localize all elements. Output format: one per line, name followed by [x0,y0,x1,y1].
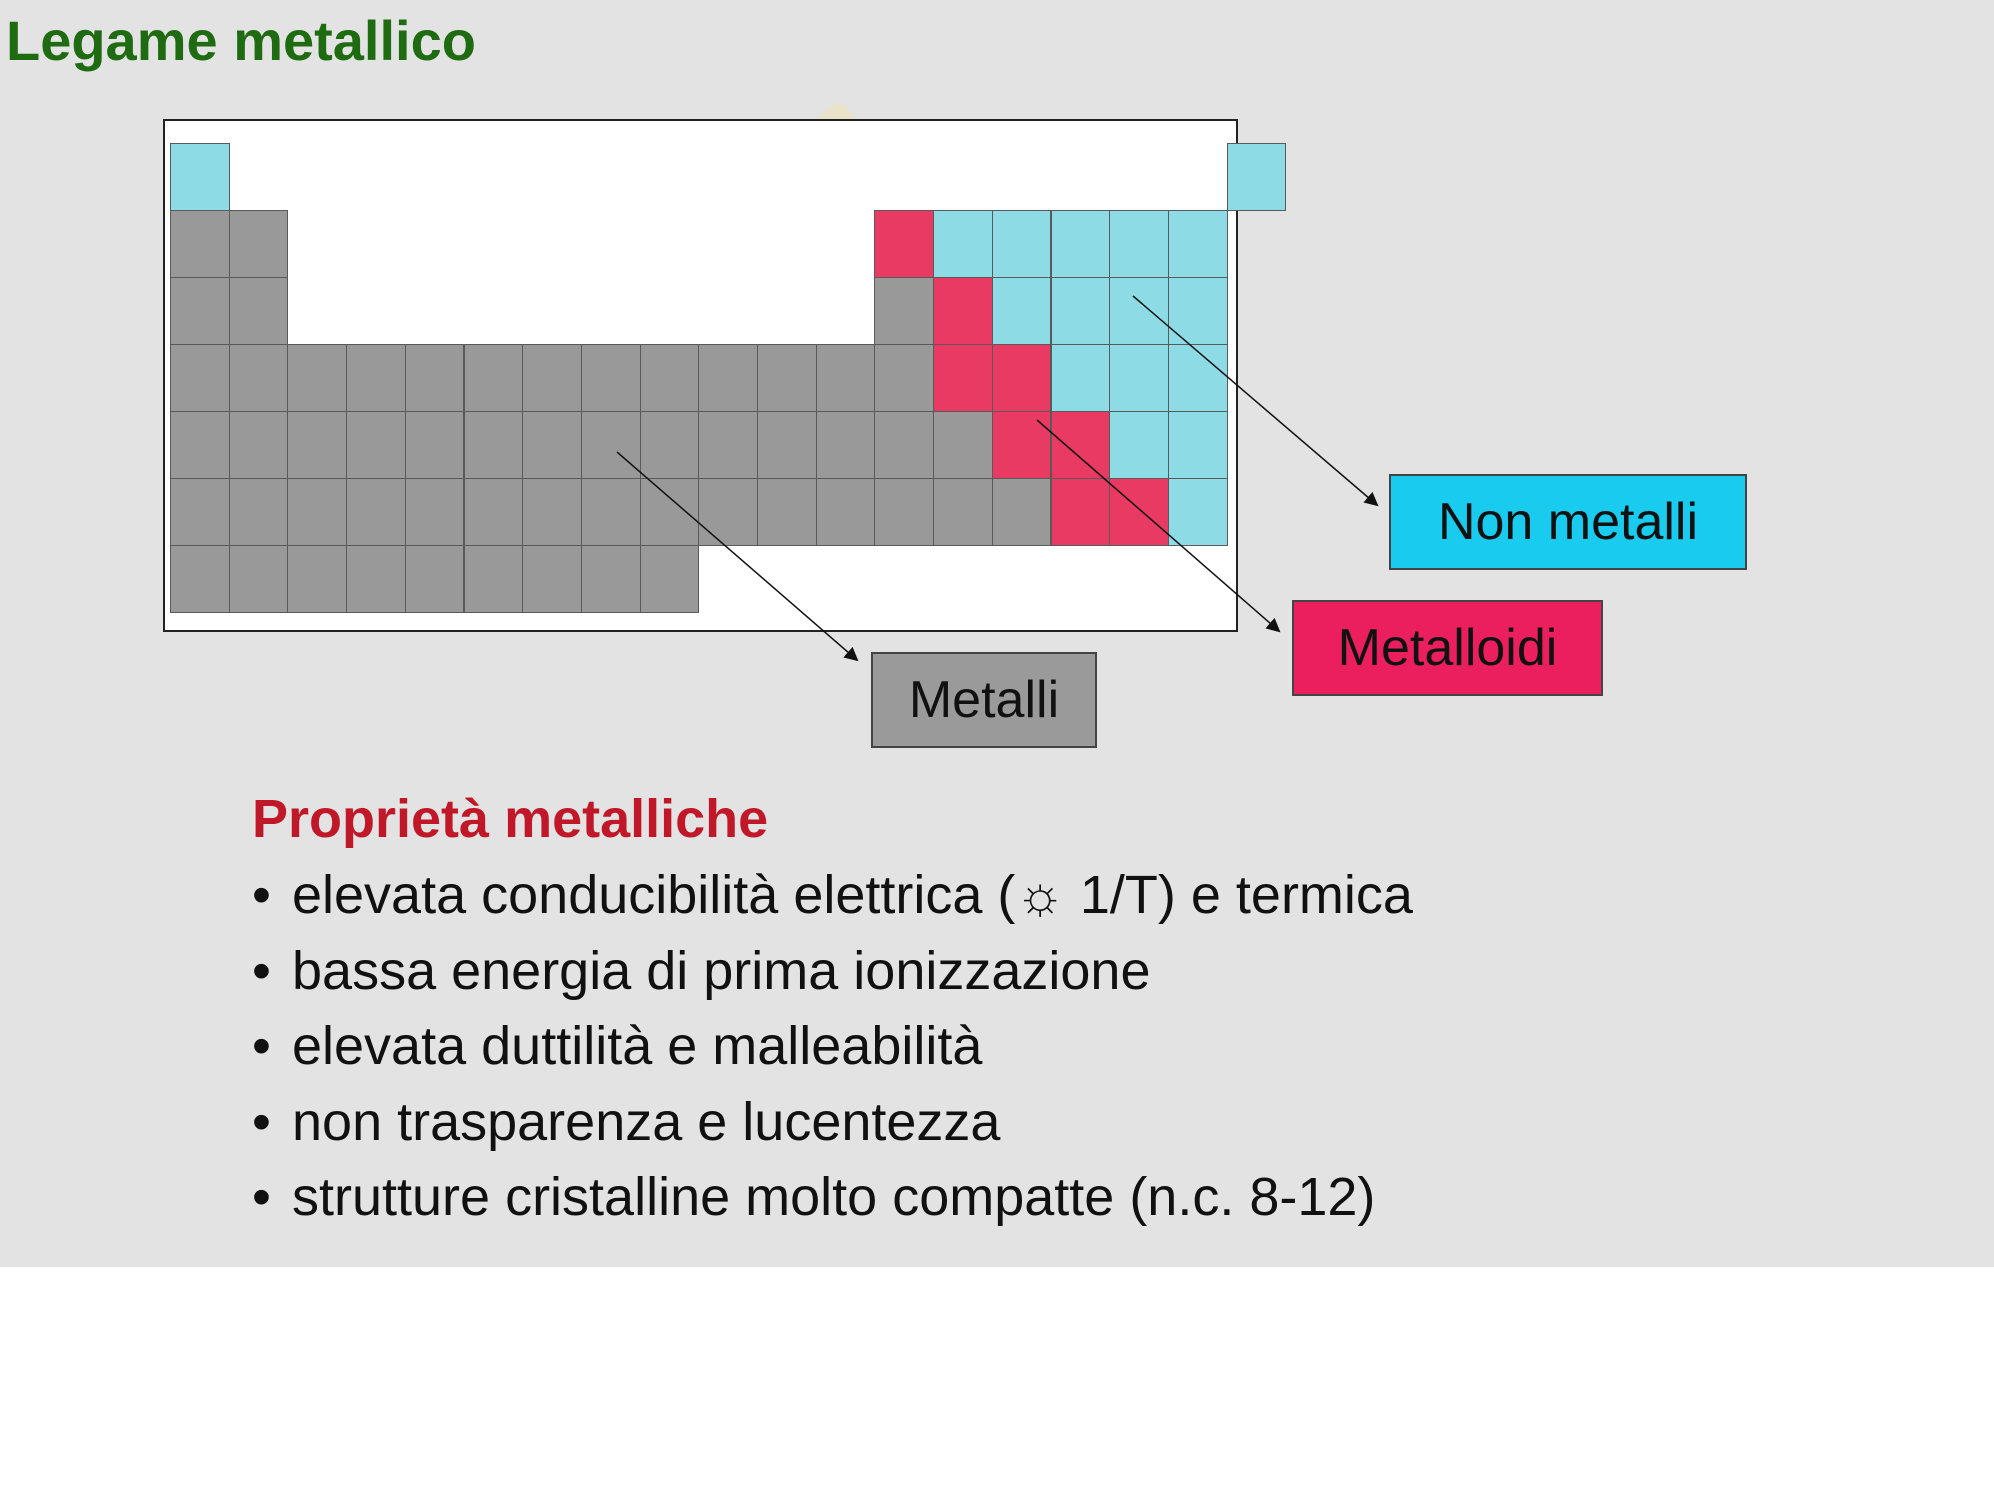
metal-cell [522,545,582,613]
metalloid-cell [874,210,934,278]
metal-cell [581,411,641,479]
metal-cell [816,411,876,479]
bullet: • [252,1016,271,1076]
metal-cell [816,478,876,546]
nonmetal-cell [1168,478,1228,546]
nonmetal-cell [1168,210,1228,278]
properties-section [252,786,1852,1236]
metal-cell [816,344,876,412]
metal-cell [346,478,406,546]
metal-cell [170,545,230,613]
metal-cell [874,478,934,546]
list-item-text: elevata duttilità e malleabilità [292,1016,983,1076]
metal-cell [170,210,230,278]
metal-cell [874,344,934,412]
metal-cell [287,411,347,479]
metalloid-cell [992,411,1052,479]
metal-cell [229,411,289,479]
metal-cell [522,478,582,546]
metal-cell [405,545,465,613]
metal-cell [464,411,524,479]
nonmetal-cell [992,277,1052,345]
list-item-text: elevata conducibilità elettrica (☼ 1/T) e termica [292,865,1413,925]
properties-list [252,858,1852,1236]
nonmetal-cell [1168,277,1228,345]
legend-non-metalli: Non metalli [1389,474,1747,570]
nonmetal-cell [1109,411,1169,479]
bullet: • [252,940,271,1001]
metalloid-cell [933,344,993,412]
metal-cell [464,344,524,412]
list-item-text: non trasparenza e lucentezza [292,1091,1001,1152]
metal-cell [581,344,641,412]
metalloid-cell [1109,478,1169,546]
metal-cell [757,478,817,546]
metal-cell [229,277,289,345]
nonmetal-cell [1168,411,1228,479]
metal-cell [757,344,817,412]
metal-cell [170,344,230,412]
metal-cell [170,478,230,546]
metal-cell [287,545,347,613]
metal-cell [229,210,289,278]
list-item-text: bassa energia di prima ionizzazione [292,940,1151,1001]
metalloid-cell [933,277,993,345]
list-item-text: strutture cristalline molto compatte (n.c. 8-12) [292,1167,1376,1227]
slide-title: Legame metallico [6,9,476,72]
metal-cell [581,478,641,546]
metal-cell [581,545,641,613]
metal-cell [229,478,289,546]
metalloid-cell [1051,478,1111,546]
metal-cell [229,344,289,412]
metal-cell [640,545,700,613]
metal-cell [992,478,1052,546]
nonmetal-cell [1109,277,1169,345]
list-item [252,1085,1852,1161]
nonmetal-cell [1109,210,1169,278]
nonmetal-cell [1051,210,1111,278]
metal-cell [698,478,758,546]
metal-cell [933,478,993,546]
properties-heading: Proprietà metalliche [252,789,769,849]
metal-cell [698,344,758,412]
nonmetal-cell [1051,277,1111,345]
metal-cell [522,411,582,479]
list-item [252,934,1852,1010]
bullet: • [252,1091,271,1152]
metal-cell [170,277,230,345]
list-item [252,1009,1852,1085]
metal-cell [874,411,934,479]
metal-cell [522,344,582,412]
nonmetal-cell [1109,344,1169,412]
metal-cell [405,478,465,546]
nonmetal-cell [1051,344,1111,412]
metalloid-cell [992,344,1052,412]
nonmetal-cell [1168,344,1228,412]
metal-cell [698,411,758,479]
nonmetal-cell [170,143,230,211]
metal-cell [170,411,230,479]
metal-cell [229,545,289,613]
metal-cell [464,545,524,613]
list-item [252,1160,1852,1236]
metal-cell [346,545,406,613]
legend-metalloidi: Metalloidi [1292,600,1603,696]
metal-cell [287,344,347,412]
metal-cell [757,411,817,479]
metal-cell [346,411,406,479]
metal-cell [346,344,406,412]
legend-metalli: Metalli [871,652,1097,748]
list-item [252,858,1852,934]
nonmetal-cell [992,210,1052,278]
bullet: • [252,1167,271,1227]
metal-cell [640,344,700,412]
bullet: • [252,865,271,925]
metal-cell [405,411,465,479]
metal-cell [464,478,524,546]
metal-cell [405,344,465,412]
metal-cell [874,277,934,345]
periodic-table [170,143,1227,613]
metal-cell [640,411,700,479]
metal-cell [640,478,700,546]
metal-cell [933,411,993,479]
metal-cell [287,478,347,546]
nonmetal-cell [933,210,993,278]
nonmetal-cell [1227,143,1287,211]
metalloid-cell [1051,411,1111,479]
